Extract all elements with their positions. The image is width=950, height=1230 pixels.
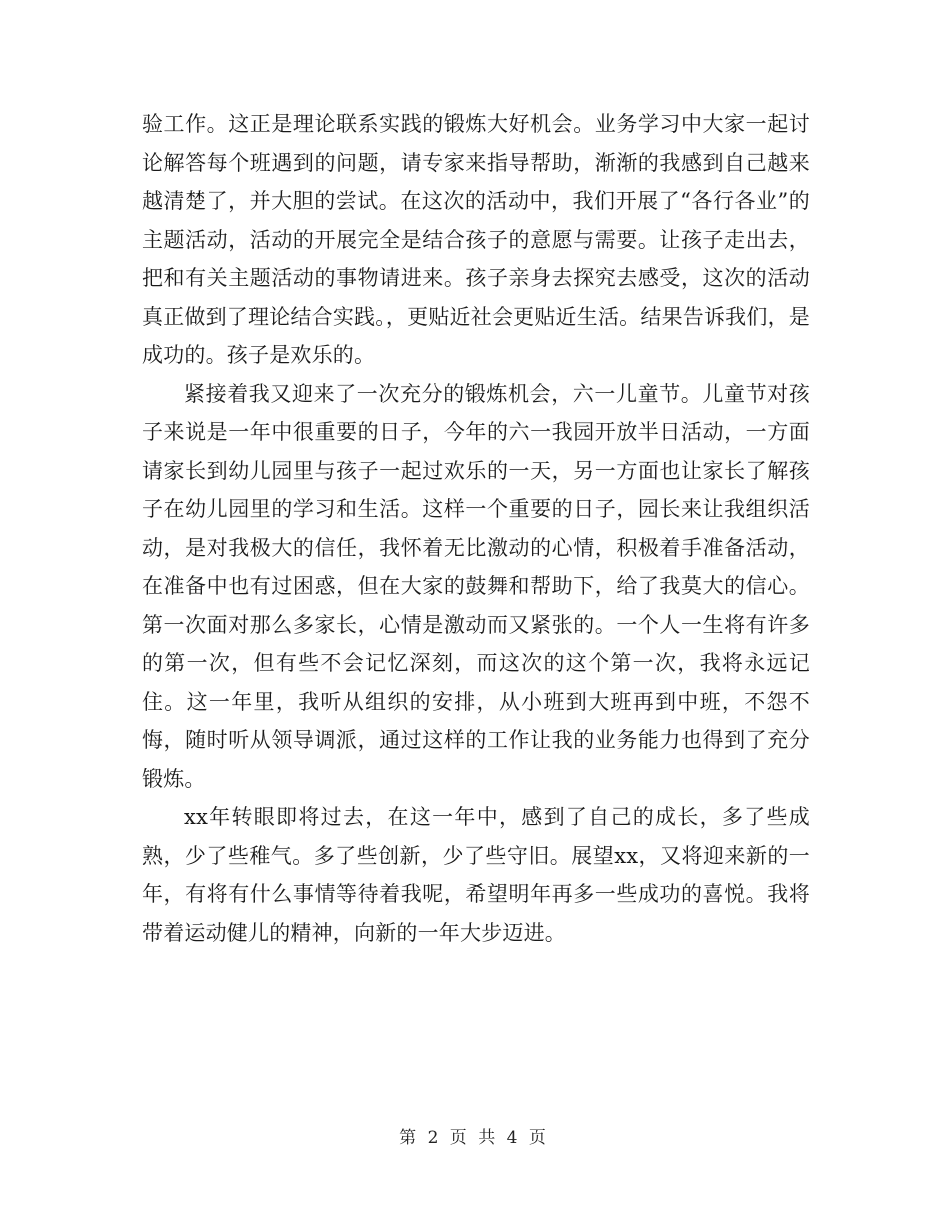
paragraph-3: xx年转眼即将过去，在这一年中，感到了自己的成长，多了些成熟，少了些稚气。多了些创新，少了些守旧。展望xx，又将迎来新的一年，有将有什么事情等待着我呢，希望明年再多一些成功的喜悦。我将带着运动健儿的精神，向新的一年大步迈进。 (142, 805, 810, 945)
paragraph-2: 紧接着我又迎来了一次充分的锻炼机会，六一儿童节。儿童节对孩子来说是一年中很重要的日子，今年的六一我园开放半日活动，一方面请家长到幼儿园里与孩子一起过欢乐的一天，另一方面也让家长了解孩子在幼儿园里的学习和生活。这样一个重要的日子，园长来让我组织活动，是对我极大的信任，我怀着无比激动的心情，积极着手准备活动，在准备中也有过困惑，但在大家的鼓舞和帮助下，给了我莫大的信心。第一次面对那么多家长，心情是激动而又紧张的。一个人一生将有许多的第一次，但有些不会记忆深刻，而这次的这个第一次，我将永远记住。这一年里，我听从组织的安排，从小班到大班再到中班，不怨不悔，随时听从领导调派，通过这样的工作让我的业务能力也得到了充分锻炼。 (142, 381, 810, 791)
page-footer (0, 1126, 950, 1150)
total-page-number: 4 (506, 1128, 519, 1148)
page-label-unit: 页 (449, 1128, 468, 1148)
paragraph-1: 验工作。这正是理论联系实践的锻炼大好机会。业务学习中大家一起讨论解答每个班遇到的问题，请专家来指导帮助，渐渐的我感到自己越来越清楚了，并大胆的尝试。在这次的活动中，我们开展了“各行各业”的主题活动，活动的开展完全是结合孩子的意愿与需要。让孩子走出去，把和有关主题活动的事物请进来。孩子亲身去探究去感受，这次的活动真正做到了理论结合实践。，更贴近社会更贴近生活。结果告诉我们，是成功的。孩子是欢乐的。 (142, 112, 810, 367)
page-label-prefix: 第 (399, 1128, 418, 1148)
current-page-number: 2 (427, 1128, 440, 1148)
total-label: 共 (478, 1128, 497, 1148)
total-unit: 页 (528, 1128, 547, 1148)
document-body (142, 105, 810, 952)
